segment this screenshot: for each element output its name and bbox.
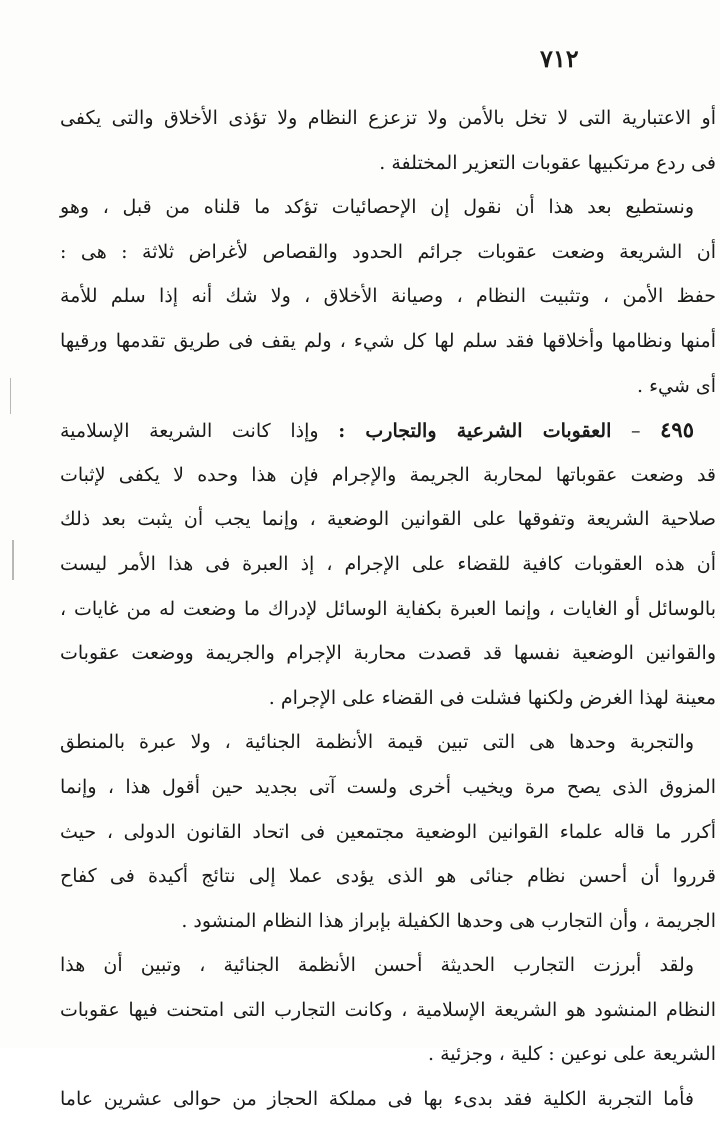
text-line: الشريعة على نوعين : كلية ، وجزئية . [428,1043,716,1066]
text-line: قرروا أن أحسن نظام جنائى هو الذى يؤدى عملا إلى نتائج أكيدة فى كفاح [60,865,716,888]
text-line: صلاحية الشريعة وتفوقها على القوانين الوضعية ، وإنما يجب أن يثبت بعد ذلك [60,508,716,531]
text-line: المزوق الذى يصح مرة ويخيب أخرى ولست آتى بجديد حين أقول هذا ، وإنما [60,775,717,798]
text-line: بالوسائل أو الغايات ، وإنما العبرة بكفاية الوسائل لإدراك ما وضعت له من غايات ، [60,597,716,620]
text-line: النظام المنشود هو الشريعة الإسلامية ، وكانت التجارب التى امتحنت فيها عقوبات [60,998,716,1021]
text-line: حفظ الأمن ، وتثبيت النظام ، وصيانة الأخلاق ، ولا شك أنه إذا سلم للأمة [60,285,716,308]
text-line: والتجربة وحدها هى التى تبين قيمة الأنظمة الجنائية ، ولا عبرة بالمنطق [60,731,694,754]
text-line: قد وضعت عقوباتها لمحاربة الجريمة والإجرام فإن هذا وحده لا يكفى لإثبات [60,463,716,486]
text-line: أكرر ما قاله علماء القوانين الوضعية مجتمعين فى اتحاد القانون الدولى ، حيث [60,820,716,843]
text-line: فأما التجربة الكلية فقد بدىء بها فى مملكة الحجاز من حوالى عشرين عاما [60,1088,694,1111]
text-line: أن الشريعة وضعت عقوبات جرائم الحدود والقصاص لأغراض ثلاثة : هى : [60,240,716,263]
body-text [60,96,716,1122]
text-line: معينة لهذا الغرض ولكنها فشلت فى القضاء على الإجرام . [268,686,716,709]
text-line: ونستطيع بعد هذا أن نقول إن الإحصائيات تؤكد ما قلناه من قبل ، وهو [60,196,694,219]
page-number: ٧١٢ [540,44,579,73]
section-title: العقوبات الشرعية والتجارب : [338,420,612,443]
text-line: فى ردع مرتكبيها عقوبات التعزير المختلفة . [379,151,716,174]
text-line: وإذا كانت الشريعة الإسلامية [60,420,319,443]
text-line: أمنها ونظامها وأخلاقها فقد سلم لها كل شيء ، ولم يقف فى طريق تقدمها ورقيها [60,329,716,352]
text-line: ولقد أبرزت التجارب الحديثة أحسن الأنظمة الجنائية ، وتبين أن هذا [60,954,694,977]
section-heading-line: ٤٩٥ – العقوبات الشرعية والتجارب : وإذا كانت الشريعة الإسلامية [60,417,694,443]
scan-edge-mark [12,540,14,580]
text-line: أو الاعتبارية التى لا تخل بالأمن ولا تزعزع النظام ولا تؤذى الأخلاق والتى يكفى [60,107,716,129]
section-number: ٤٩٥ [660,417,694,443]
text-line: الجريمة ، وأن التجارب هى وحدها الكفيلة بإبراز هذا النظام المنشود . [181,909,716,932]
scan-edge-mark [10,378,11,414]
text-line: أى شيء . [637,374,716,397]
text-line: أن هذه العقوبات كافية للقضاء على الإجرام ، إذ العبرة فى هذا الأمر ليست [60,552,716,575]
text-line: والقوانين الوضعية نفسها قد قصدت محاربة الإجرام والجريمة ووضعت عقوبات [60,642,716,665]
